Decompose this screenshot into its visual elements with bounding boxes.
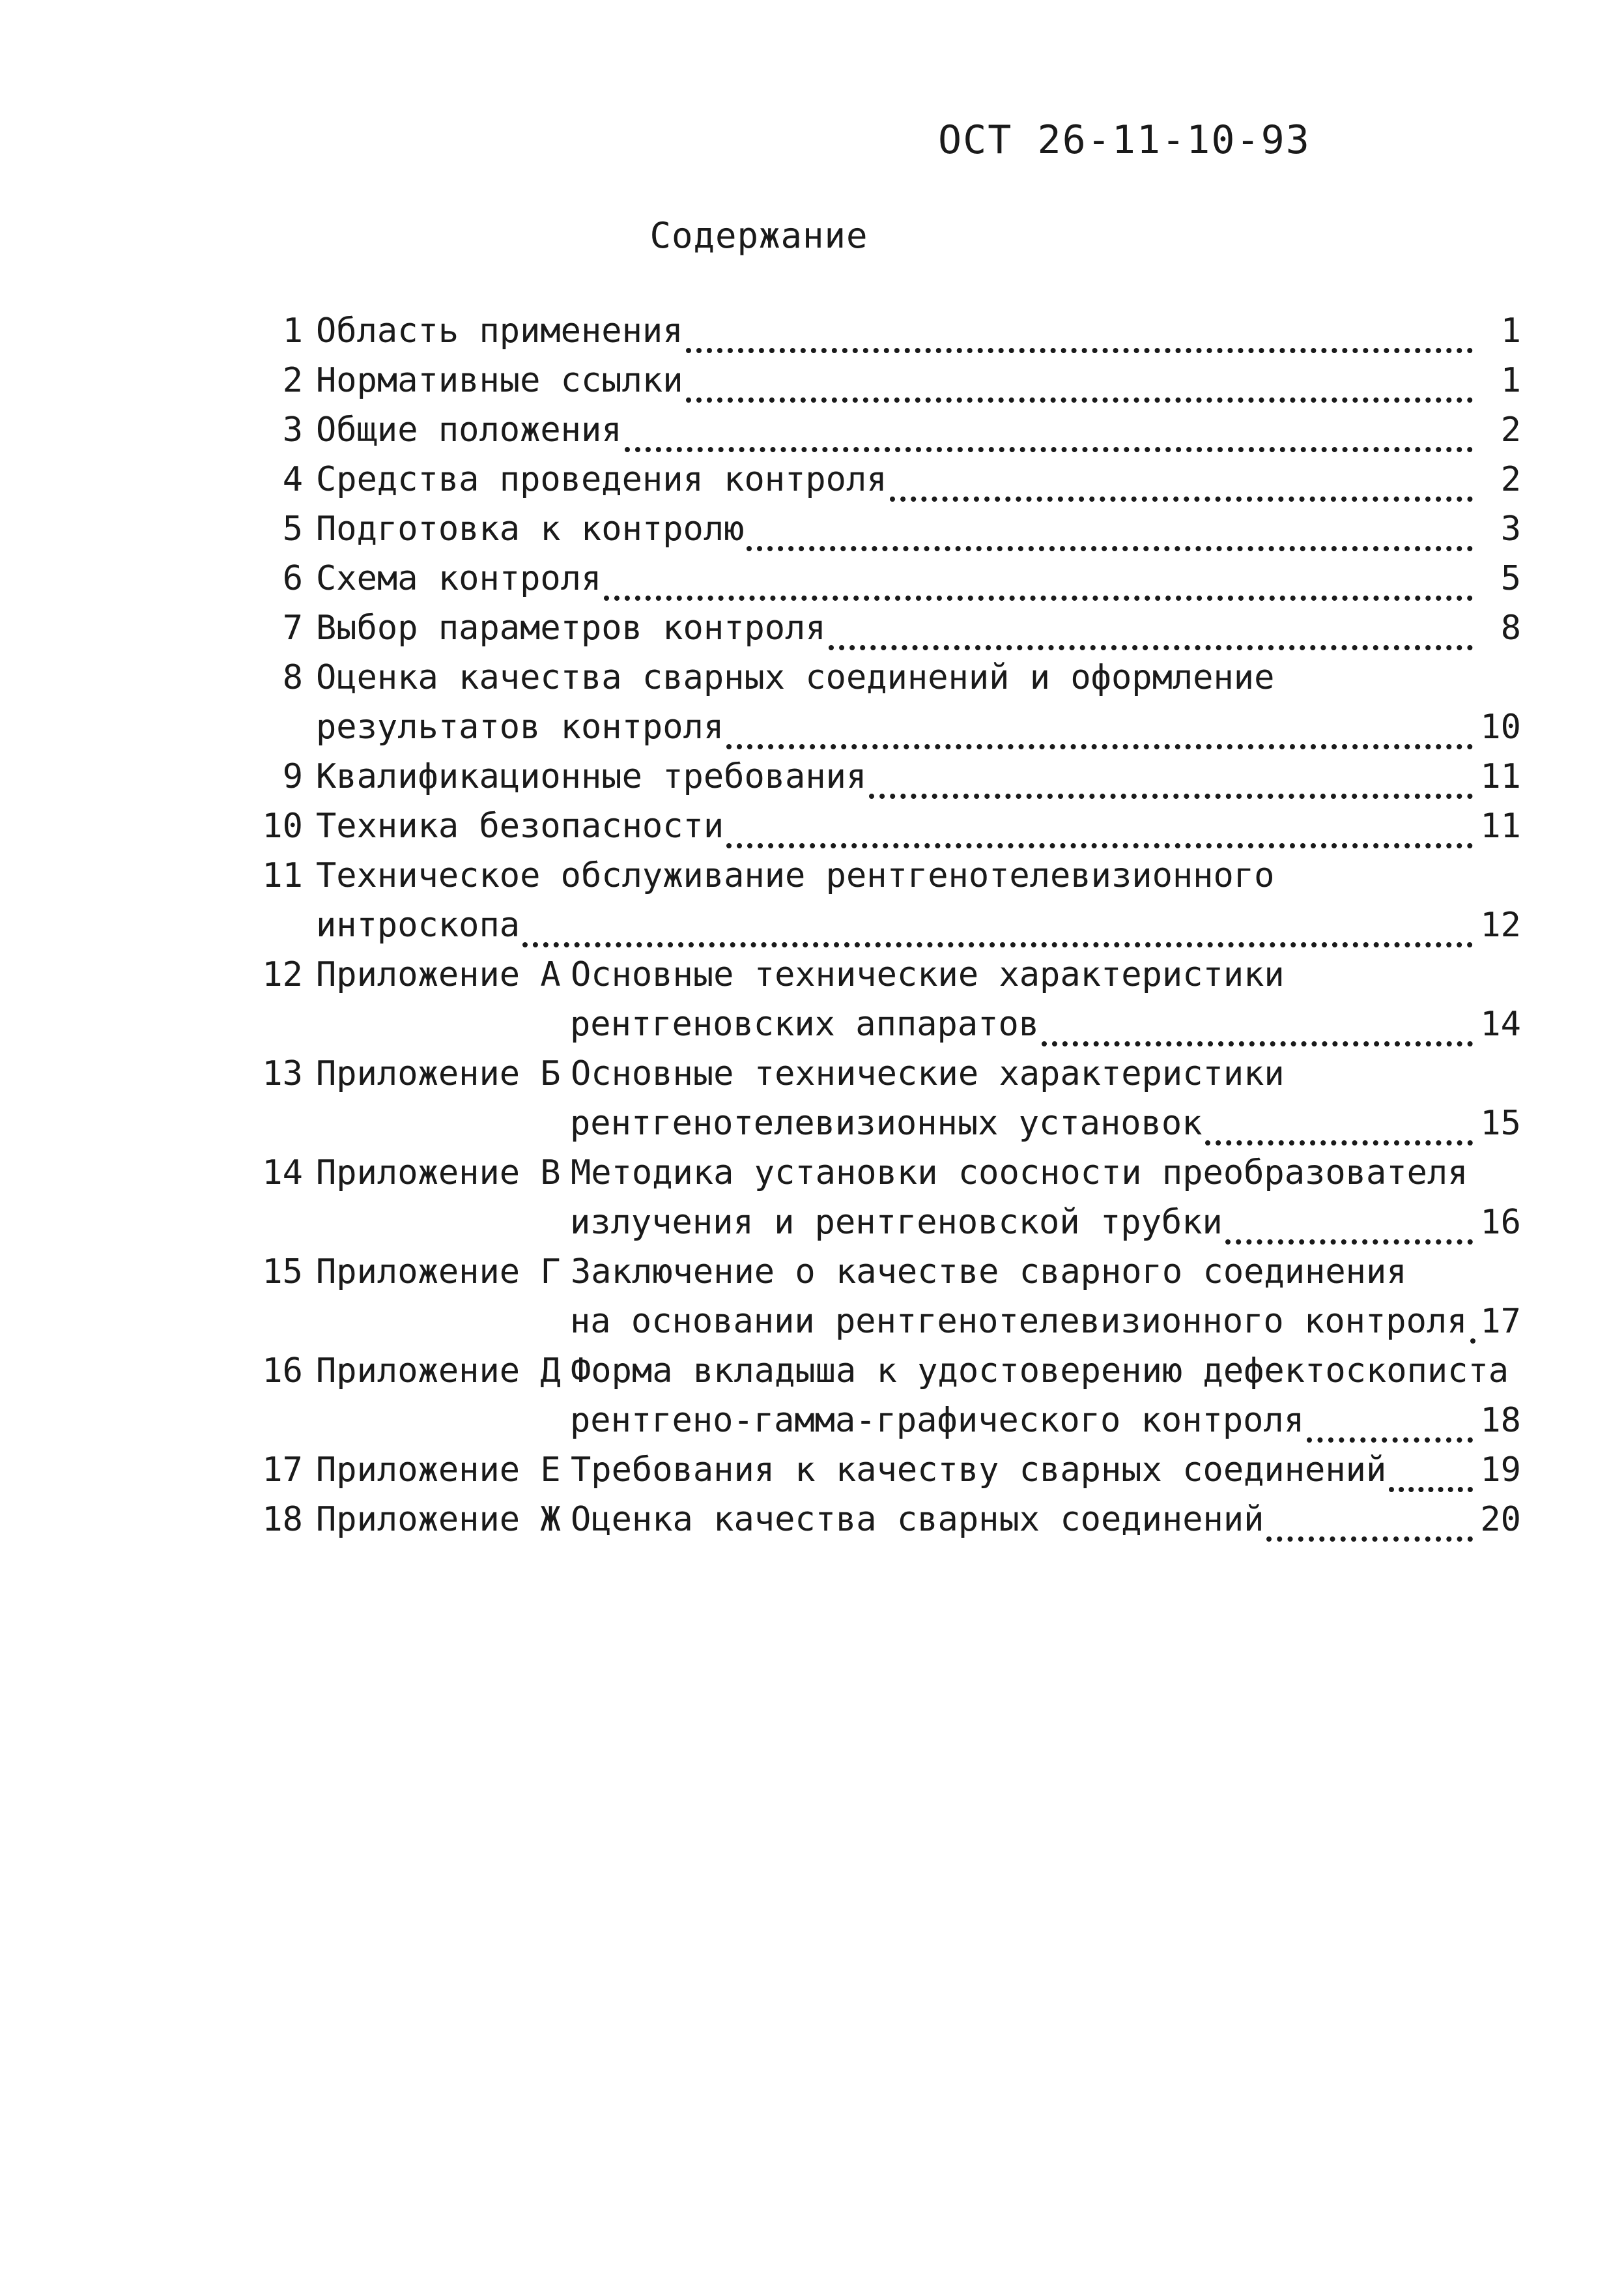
toc-line <box>251 1351 1521 1401</box>
toc-entry-title: Средства проведения контроля <box>316 460 887 499</box>
toc-line <box>251 1252 1521 1302</box>
toc-entry <box>251 1252 1521 1351</box>
toc-appendix-label: Приложение Д <box>316 1351 561 1390</box>
toc-entry <box>251 757 1521 807</box>
toc-appendix-label: Приложение В <box>316 1153 561 1192</box>
toc-page-number: 8 <box>1500 609 1521 648</box>
toc-line <box>251 510 1521 559</box>
toc-entry <box>251 955 1521 1054</box>
toc-page-number: 17 <box>1480 1302 1521 1341</box>
toc-line <box>251 955 1521 1005</box>
toc-entry-title: Техническое обслуживание рентгенотелевизионного <box>316 856 1275 895</box>
toc-entry-number: 10 <box>262 807 303 846</box>
toc-entry <box>251 807 1521 856</box>
dot-leader <box>726 744 1473 749</box>
toc-page-number: 2 <box>1500 460 1521 499</box>
dot-leader <box>1307 1437 1473 1443</box>
table-of-contents <box>251 311 1521 1549</box>
dot-leader <box>686 397 1473 403</box>
toc-entry-title: Форма вкладыша к удостоверению дефектоскописта <box>571 1351 1509 1390</box>
toc-entry <box>251 510 1521 559</box>
dot-leader <box>1205 1140 1473 1146</box>
toc-entry-title: результатов контроля <box>316 708 724 747</box>
toc-line <box>251 1054 1521 1104</box>
toc-entry <box>251 856 1521 955</box>
toc-line <box>251 1401 1521 1450</box>
toc-entry-title: Заключение о качестве сварного соединения <box>571 1252 1407 1291</box>
page-title: Содержание <box>649 215 868 256</box>
toc-entry-title: Область применения <box>316 311 683 351</box>
toc-entry <box>251 361 1521 411</box>
toc-entry-number: 9 <box>282 757 303 796</box>
toc-entry-title: на основании рентгенотелевизионного контроля <box>570 1302 1468 1341</box>
toc-entry <box>251 411 1521 460</box>
toc-entry-title: рентгено-гамма-графического контроля <box>570 1401 1305 1440</box>
toc-entry <box>251 609 1521 658</box>
toc-entry-title: Нормативные ссылки <box>316 361 683 400</box>
dot-leader <box>869 794 1473 799</box>
toc-entry <box>251 658 1521 757</box>
toc-entry <box>251 311 1521 361</box>
toc-entry-title: Требования к качеству сварных соединений <box>571 1450 1387 1490</box>
toc-line <box>251 708 1521 757</box>
toc-line <box>251 311 1521 361</box>
toc-entry-title: Общие положения <box>316 411 622 450</box>
toc-page-number: 5 <box>1500 559 1521 598</box>
dot-leader <box>1470 1338 1474 1344</box>
toc-line <box>251 1302 1521 1351</box>
dot-leader <box>1225 1239 1473 1245</box>
dot-leader <box>1389 1487 1473 1492</box>
toc-entry-number: 8 <box>282 658 303 697</box>
toc-page-number: 2 <box>1500 411 1521 450</box>
toc-entry-number: 7 <box>282 609 303 648</box>
toc-entry-number: 6 <box>282 559 303 598</box>
toc-entry <box>251 1351 1521 1450</box>
toc-entry-title: Техника безопасности <box>316 807 724 846</box>
toc-page-number: 12 <box>1480 906 1521 945</box>
toc-entry-title: Основные технические характеристики <box>571 1054 1285 1093</box>
toc-page-number: 14 <box>1480 1005 1521 1044</box>
toc-line <box>251 807 1521 856</box>
toc-entry-title: Основные технические характеристики <box>571 955 1285 994</box>
toc-entry-title: Подготовка к контролю <box>316 510 745 549</box>
dot-leader <box>604 596 1473 601</box>
toc-entry-number: 16 <box>262 1351 303 1390</box>
toc-page-number: 15 <box>1480 1104 1521 1143</box>
toc-line <box>251 1450 1521 1500</box>
toc-page-number: 18 <box>1480 1401 1521 1440</box>
toc-entry-number: 1 <box>282 311 303 351</box>
dot-leader <box>1266 1536 1473 1542</box>
toc-entry-title: интроскопа <box>316 906 520 945</box>
toc-entry-number: 18 <box>262 1500 303 1539</box>
toc-entry-number: 2 <box>282 361 303 400</box>
toc-page-number: 11 <box>1480 757 1521 796</box>
toc-entry <box>251 559 1521 609</box>
dot-leader <box>686 348 1473 353</box>
toc-line <box>251 361 1521 411</box>
toc-appendix-label: Приложение А <box>316 955 561 994</box>
toc-entry-title: излучения и рентгеновской трубки <box>570 1203 1223 1242</box>
toc-entry-number: 11 <box>262 856 303 895</box>
document-code: ОСТ 26-11-10-93 <box>938 117 1311 163</box>
toc-entry <box>251 1500 1521 1549</box>
dot-leader <box>726 843 1473 848</box>
toc-page-number: 3 <box>1500 510 1521 549</box>
toc-entry-number: 17 <box>262 1450 303 1490</box>
toc-line <box>251 757 1521 807</box>
toc-entry <box>251 1450 1521 1500</box>
toc-page-number: 1 <box>1500 311 1521 351</box>
dot-leader <box>625 447 1473 452</box>
toc-entry-number: 13 <box>262 1054 303 1093</box>
toc-line <box>251 1153 1521 1203</box>
toc-line <box>251 609 1521 658</box>
toc-entry-title: Выбор параметров контроля <box>316 609 826 648</box>
dot-leader <box>829 645 1473 650</box>
dot-leader <box>890 497 1473 502</box>
dot-leader <box>522 942 1473 947</box>
toc-page-number: 16 <box>1480 1203 1521 1242</box>
toc-entry-number: 4 <box>282 460 303 499</box>
toc-entry-number: 3 <box>282 411 303 450</box>
toc-appendix-label: Приложение Б <box>316 1054 561 1093</box>
toc-line <box>251 1203 1521 1252</box>
toc-line <box>251 1500 1521 1549</box>
toc-entry-title: Оценка качества сварных соединений и оформление <box>316 658 1275 697</box>
toc-page-number: 11 <box>1480 807 1521 846</box>
toc-line <box>251 1104 1521 1153</box>
toc-entry-number: 14 <box>262 1153 303 1192</box>
toc-appendix-label: Приложение Г <box>316 1252 561 1291</box>
toc-entry-title: Схема контроля <box>316 559 602 598</box>
toc-page-number: 19 <box>1480 1450 1521 1490</box>
toc-line <box>251 906 1521 955</box>
toc-entry-number: 12 <box>262 955 303 994</box>
toc-entry <box>251 1153 1521 1252</box>
toc-entry-title: Квалификационные требования <box>316 757 867 796</box>
toc-entry-title: Оценка качества сварных соединений <box>571 1500 1264 1539</box>
toc-line <box>251 856 1521 906</box>
toc-entry-title: рентгеновских аппаратов <box>570 1005 1040 1044</box>
dot-leader <box>747 546 1473 551</box>
toc-line <box>251 1005 1521 1054</box>
toc-appendix-label: Приложение Е <box>316 1450 561 1490</box>
toc-page-number: 1 <box>1500 361 1521 400</box>
toc-line <box>251 411 1521 460</box>
toc-line <box>251 658 1521 708</box>
toc-entry <box>251 460 1521 510</box>
dot-leader <box>1042 1041 1473 1046</box>
toc-line <box>251 559 1521 609</box>
toc-appendix-label: Приложение Ж <box>316 1500 561 1539</box>
toc-entry-number: 5 <box>282 510 303 549</box>
toc-entry-title: Методика установки соосности преобразователя <box>571 1153 1468 1192</box>
toc-entry-title: рентгенотелевизионных установок <box>570 1104 1203 1143</box>
toc-page-number: 20 <box>1480 1500 1521 1539</box>
toc-entry-number: 15 <box>262 1252 303 1291</box>
toc-page-number: 10 <box>1480 708 1521 747</box>
toc-line <box>251 460 1521 510</box>
toc-entry <box>251 1054 1521 1153</box>
